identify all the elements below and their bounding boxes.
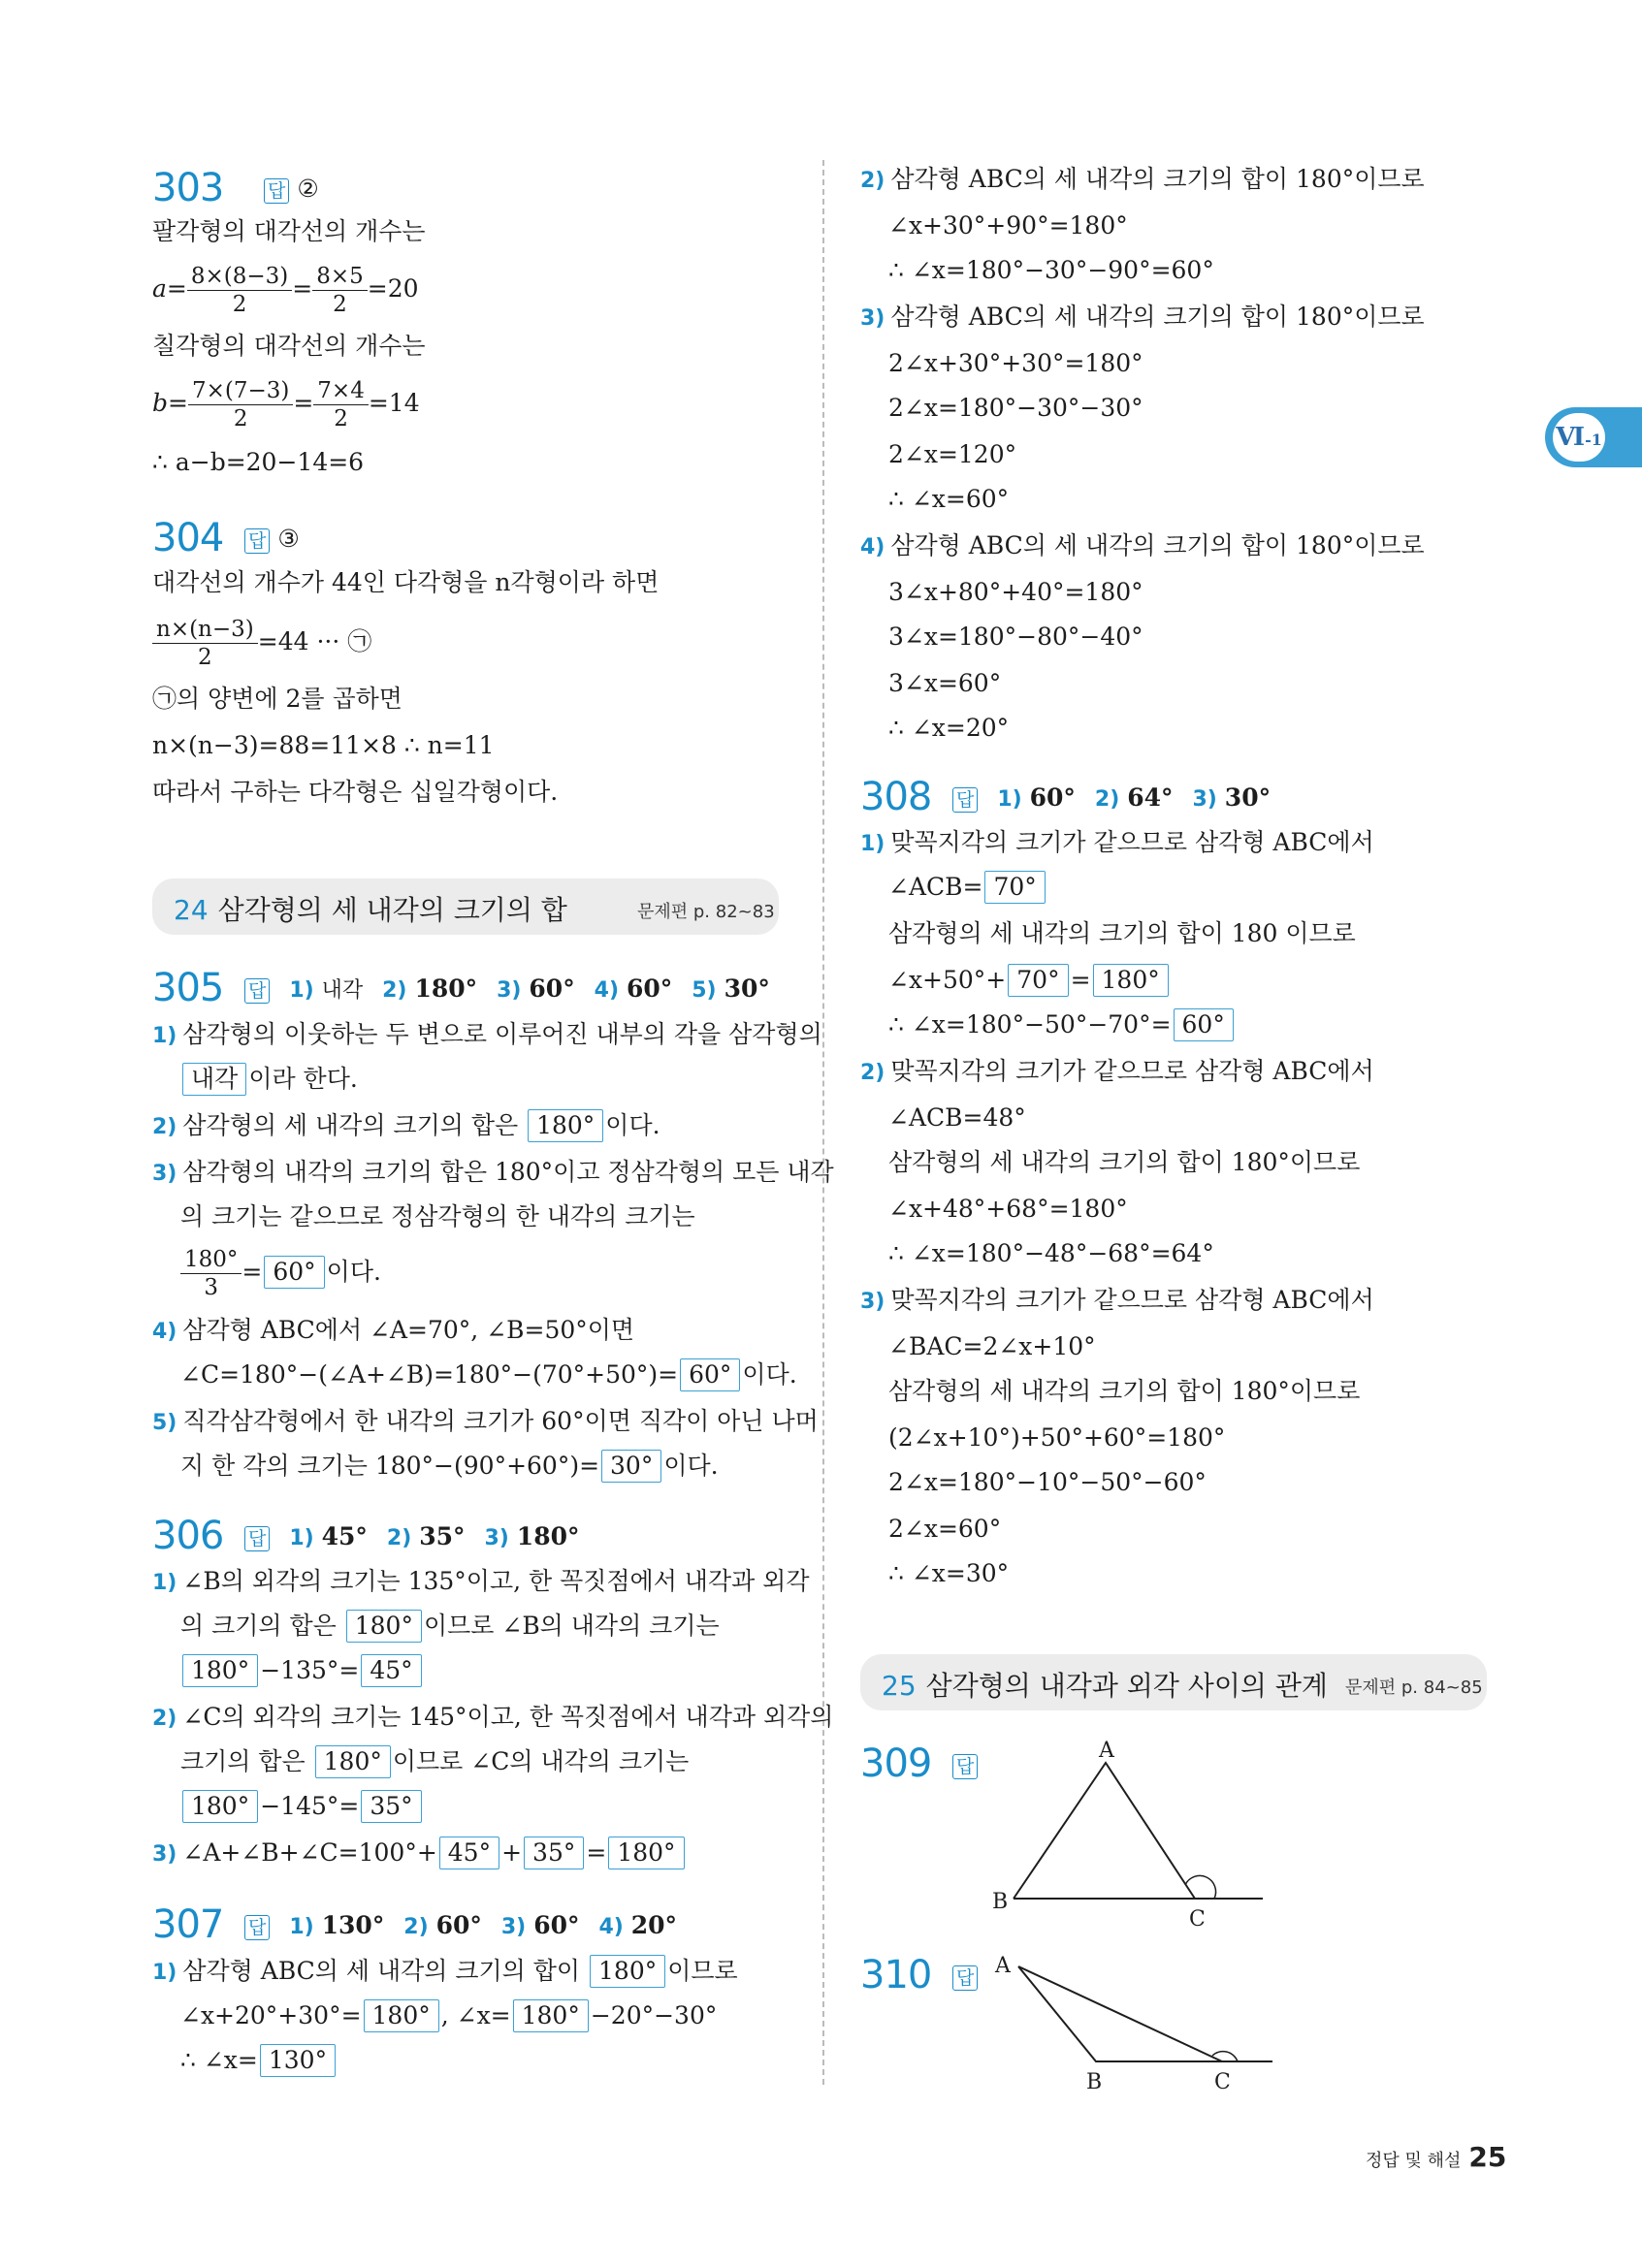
problem-303-answer: 답 ② (264, 173, 319, 206)
problem-307-step2a: 2) 삼각형 ABC의 세 내각의 크기의 합이 180°이므로 (860, 165, 1425, 193)
problem-306-step1a: 1) ∠B의 외각의 크기는 135°이고, 한 꼭짓점에서 내각과 외각 (152, 1567, 810, 1595)
vertex-label-c: C (1214, 2070, 1231, 2094)
column-divider (822, 160, 824, 2085)
problem-307-step4e: ∴ ∠x=20° (888, 714, 1010, 742)
problem-307-step2c: ∴ ∠x=180°−30°−90°=60° (888, 256, 1214, 284)
problem-306-step1c: 180° −135°= 45° (180, 1654, 424, 1687)
page-number: 25 (1468, 2141, 1507, 2173)
problem-307-step2b: ∠x+30°+90°=180° (888, 211, 1128, 240)
angle-arc-309 (1185, 1875, 1216, 1899)
problem-304-line3: ㉠의 양변에 2를 곱하면 (152, 685, 402, 713)
problem-306-step2c: 180° −145°= 35° (180, 1790, 424, 1823)
problem-307-step4b: 3∠x+80°+40°=180° (888, 578, 1143, 606)
problem-305-step3a: 3) 삼각형의 내각의 크기의 합은 180°이고 정삼각형의 모든 내각 (152, 1158, 834, 1186)
problem-305-step4b: ∠C=180°−(∠A+∠B)=180°−(70°+50°)= 60° 이다. (180, 1358, 797, 1391)
problem-305-number: 305 (152, 966, 224, 1010)
problem-306-number: 306 (152, 1514, 224, 1558)
problem-307-step3b: 2∠x+30°+30°=180° (888, 349, 1143, 377)
page-footer (1366, 2141, 1506, 2173)
problem-309-figure (989, 1736, 1280, 1930)
problem-307-step1a: 1) 삼각형 ABC의 세 내각의 크기의 합이 180° 이므로 (152, 1955, 738, 1990)
problem-308-step1a: 1) 맞꼭지각의 크기가 같으므로 삼각형 ABC에서 (860, 828, 1374, 856)
problem-308-number: 308 (860, 775, 932, 819)
problem-305-step5a: 5) 직각삼각형에서 한 내각의 크기가 60°이면 직각이 아닌 나머 (152, 1407, 819, 1435)
problem-303-line3: 칠각형의 대각선의 개수는 (152, 332, 426, 360)
section-25-title: 25 삼각형의 내각과 외각 사이의 관계 (882, 1670, 1328, 1702)
problem-308-step2e: ∴ ∠x=180°−48°−68°=64° (888, 1239, 1214, 1267)
section-24-header (152, 878, 779, 935)
problem-303-number: 303 (152, 166, 224, 210)
problem-305-step2: 2) 삼각형의 세 내각의 크기의 합은 180° 이다. (152, 1109, 660, 1144)
problem-303-line1: 팔각형의 대각선의 개수는 (152, 217, 426, 245)
problem-309-answer: 답 (952, 1748, 978, 1781)
problem-304-line1: 대각선의 개수가 44인 다각형을 n각형이라 하면 (152, 568, 660, 596)
problem-304-line4: n×(n−3)=88=11×8 ∴ n=11 (152, 731, 495, 759)
vertex-label-c: C (1189, 1907, 1206, 1930)
problem-304-line2: $\frac{n\times(n-3)}{2}$ =44 ··· ㉠ (152, 613, 371, 671)
problem-307-step4c: 3∠x=180°−80°−40° (888, 623, 1143, 651)
problem-308-step1e: ∴ ∠x=180°−50°−70°= 60° (888, 1008, 1236, 1041)
problem-308-step1b: ∠ACB= 70° (888, 871, 1047, 904)
vertex-label-b: B (992, 1890, 1009, 1914)
problem-307-answers: 답 1) 130° 2) 60° 3) 60° 4) 20° (244, 1909, 677, 1944)
problem-303-line2: a= $\frac{8\times(8-3)}{2}$ = $\frac{8\times 5}{2}$ =20 (152, 264, 419, 317)
problem-308-step3a: 3) 맞꼭지각의 크기가 같으므로 삼각형 ABC에서 (860, 1286, 1374, 1314)
problem-303-line4: b= $\frac{7\times(7-3)}{2}$ = $\frac{7\times 4}{2}$ =14 (152, 378, 420, 431)
problem-308-step3c: 삼각형의 세 내각의 크기의 합이 180°이므로 (888, 1377, 1361, 1405)
problem-307-step1b: ∠x+20°+30°= 180° , ∠x= 180° −20°−30° (180, 1999, 717, 2032)
footer-label: 정답 및 해설 (1366, 2151, 1462, 2171)
problem-308-step3b: ∠BAC=2∠x+10° (888, 1332, 1096, 1360)
problem-307-step3d: 2∠x=120° (888, 440, 1017, 468)
problem-306-step3: 3) ∠A+∠B+∠C=100°+ 45° + 35° = 180° (152, 1837, 687, 1871)
problem-307-number: 307 (152, 1902, 224, 1947)
problem-304-line5: 따라서 구하는 다각형은 십일각형이다. (152, 778, 559, 806)
angle-arc-310 (1212, 2052, 1238, 2061)
problem-310-number: 310 (860, 1953, 932, 1997)
problem-305-answers: 답 1) 내각 2) 180° 3) 60° 4) 60° 5) 30° (244, 973, 770, 1007)
problem-305-step3b: 의 크기는 같으므로 정삼각형의 한 내각의 크기는 (180, 1202, 695, 1230)
problem-307-step3e: ∴ ∠x=60° (888, 485, 1010, 513)
vertex-label-a: A (1099, 1739, 1114, 1763)
section-25-ref: 문제편 p. 84~85 (1345, 1677, 1483, 1698)
problem-306-step2a: 2) ∠C의 외각의 크기는 145°이고, 한 꼭짓점에서 내각과 외각의 (152, 1703, 834, 1731)
problem-308-step2d: ∠x+48°+68°=180° (888, 1195, 1128, 1223)
vertex-label-b: B (1086, 2070, 1103, 2094)
problem-305-step5b: 지 한 각의 크기는 180°−(90°+60°)= 30° 이다. (180, 1450, 719, 1483)
triangle-309-sides (1014, 1763, 1195, 1899)
problem-308-step2c: 삼각형의 세 내각의 크기의 합이 180°이므로 (888, 1148, 1361, 1176)
problem-310-figure (989, 1949, 1300, 2094)
problem-306-step1b: 의 크기의 합은 180° 이므로 ∠B의 내각의 크기는 (180, 1610, 720, 1643)
problem-305-step4a: 4) 삼각형 ABC에서 ∠A=70°, ∠B=50°이면 (152, 1316, 635, 1344)
section-24-ref: 문제편 p. 82~83 (637, 902, 775, 922)
problem-307-step4a: 4) 삼각형 ABC의 세 내각의 크기의 합이 180°이므로 (860, 531, 1425, 559)
problem-305-step1b: 내각 이라 한다. (180, 1063, 358, 1096)
vertex-label-a: A (995, 1954, 1011, 1978)
problem-310-answer: 답 (952, 1960, 978, 1993)
problem-307-step4d: 3∠x=60° (888, 669, 1002, 697)
problem-308-step1d: ∠x+50°+ 70° = 180° (888, 964, 1171, 997)
problem-309-number: 309 (860, 1741, 932, 1786)
problem-307-step3c: 2∠x=180°−30°−30° (888, 394, 1143, 422)
problem-308-step1c: 삼각형의 세 내각의 크기의 합이 180 이므로 (888, 919, 1356, 947)
problem-307-step1c: ∴ ∠x= 130° (180, 2044, 338, 2077)
problem-304-number: 304 (152, 516, 224, 560)
problem-305-step3c: $\frac{180^\circ}{3}$ = 60° 이다. (180, 1243, 381, 1301)
problem-308-step3d: (2∠x+10°)+50°+60°=180° (888, 1423, 1226, 1452)
chapter-tab (1545, 407, 1642, 467)
problem-306-step2b: 크기의 합은 180° 이므로 ∠C의 내각의 크기는 (180, 1745, 689, 1778)
problem-308-step3f: 2∠x=60° (888, 1515, 1002, 1543)
problem-308-step2a: 2) 맞꼭지각의 크기가 같으므로 삼각형 ABC에서 (860, 1057, 1374, 1085)
problem-305-step1a: 1) 삼각형의 이웃하는 두 변으로 이루어진 내부의 각을 삼각형의 (152, 1020, 822, 1048)
problem-303-line5: ∴ a−b=20−14=6 (152, 448, 365, 476)
problem-308-step3e: 2∠x=180°−10°−50°−60° (888, 1468, 1207, 1496)
problem-307-step3a: 3) 삼각형 ABC의 세 내각의 크기의 합이 180°이므로 (860, 303, 1425, 331)
chapter-tab-label: Ⅵ-1 (1553, 413, 1605, 462)
problem-308-step3g: ∴ ∠x=30° (888, 1559, 1010, 1587)
section-24-title: 24 삼각형의 세 내각의 크기의 합 (174, 894, 567, 926)
problem-308-step2b: ∠ACB=48° (888, 1103, 1026, 1132)
problem-306-answers: 답 1) 45° 2) 35° 3) 180° (244, 1520, 579, 1555)
section-25-header (860, 1654, 1487, 1710)
problem-304-answer: 답 ③ (244, 523, 300, 556)
triangle-310-sides (1018, 1966, 1222, 2061)
problem-308-answers: 답 1) 60° 2) 64° 3) 30° (952, 782, 1271, 816)
